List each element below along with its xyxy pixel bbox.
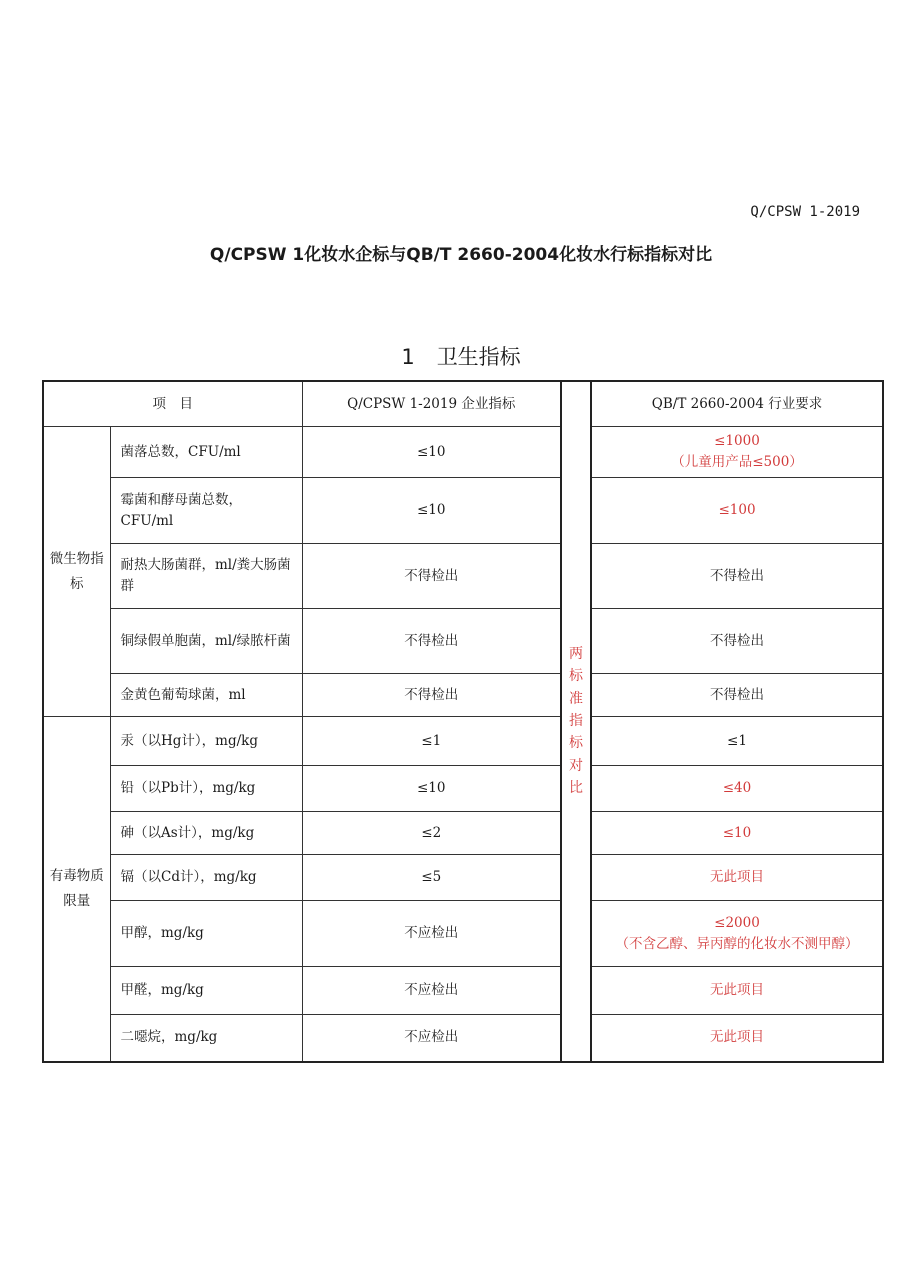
row-enterprise-value: ≤10 xyxy=(302,478,561,544)
row-enterprise-value: ≤10 xyxy=(302,427,561,478)
table-row xyxy=(43,427,883,478)
row-industry-value: ≤10 xyxy=(591,812,883,855)
row-item: 甲醛，mg/kg xyxy=(110,967,302,1015)
industry-value: ≤1000 xyxy=(714,433,760,450)
row-industry-value: 无此项目 xyxy=(591,967,883,1015)
row-item: 铜绿假单胞菌，ml/绿脓杆菌 xyxy=(110,609,302,674)
row-industry-value: 无此项目 xyxy=(591,855,883,901)
table-row xyxy=(43,674,883,717)
row-enterprise-value: 不应检出 xyxy=(302,901,561,967)
row-item: 二噁烷，mg/kg xyxy=(110,1015,302,1062)
industry-note: （儿童用产品≤500） xyxy=(671,454,803,470)
row-industry-value: ≤1 xyxy=(591,717,883,766)
category-toxic-substances: 有毒物质限量 xyxy=(43,717,110,1062)
row-industry-value: 不得检出 xyxy=(591,609,883,674)
table-row xyxy=(43,855,883,901)
divider-label: 两标准指标对比 xyxy=(569,645,583,797)
row-item: 金黄色葡萄球菌，ml xyxy=(110,674,302,717)
row-industry-value: 不得检出 xyxy=(591,674,883,717)
section-heading xyxy=(0,341,922,371)
row-industry-value: ≤100 xyxy=(591,478,883,544)
comparison-table xyxy=(42,380,884,1063)
header-enterprise: Q/CPSW 1-2019 企业指标 xyxy=(302,381,561,427)
header-item: 项 目 xyxy=(43,381,302,427)
row-item: 汞（以Hg计），mg/kg xyxy=(110,717,302,766)
industry-note: （不含乙醇、异丙醇的化妆水不测甲醇） xyxy=(615,935,859,952)
row-industry-value: ≤40 xyxy=(591,766,883,812)
table-row xyxy=(43,717,883,766)
row-enterprise-value: 不应检出 xyxy=(302,967,561,1015)
section-title: 卫生指标 xyxy=(436,345,521,369)
row-industry-value xyxy=(591,901,883,967)
row-item: 甲醇，mg/kg xyxy=(110,901,302,967)
table-row xyxy=(43,766,883,812)
row-enterprise-value: 不得检出 xyxy=(302,609,561,674)
category-microbiology: 微生物指标 xyxy=(43,427,110,717)
row-item: 菌落总数，CFU/ml xyxy=(110,427,302,478)
row-item: 镉（以Cd计），mg/kg xyxy=(110,855,302,901)
table-row xyxy=(43,478,883,544)
row-enterprise-value: ≤2 xyxy=(302,812,561,855)
row-enterprise-value: ≤10 xyxy=(302,766,561,812)
table-row xyxy=(43,812,883,855)
row-enterprise-value: ≤5 xyxy=(302,855,561,901)
industry-value: ≤2000 xyxy=(714,914,760,931)
table-row xyxy=(43,544,883,609)
header-industry: QB/T 2660-2004 行业要求 xyxy=(591,381,883,427)
table-header-row xyxy=(43,381,883,427)
table-row xyxy=(43,967,883,1015)
table-row xyxy=(43,609,883,674)
row-item: 耐热大肠菌群，ml/粪大肠菌群 xyxy=(110,544,302,609)
row-item: 砷（以As计），mg/kg xyxy=(110,812,302,855)
row-industry-value: 不得检出 xyxy=(591,544,883,609)
row-item: 铅（以Pb计），mg/kg xyxy=(110,766,302,812)
comparison-divider xyxy=(561,381,591,1062)
row-enterprise-value: 不得检出 xyxy=(302,674,561,717)
row-enterprise-value: 不应检出 xyxy=(302,1015,561,1062)
row-enterprise-value: 不得检出 xyxy=(302,544,561,609)
document-title: Q/CPSW 1化妆水企标与QB/T 2660-2004化妆水行标指标对比 xyxy=(209,245,713,265)
document-code: Q/CPSW 1-2019 xyxy=(750,204,860,220)
row-industry-value: 无此项目 xyxy=(591,1015,883,1062)
row-enterprise-value: ≤1 xyxy=(302,717,561,766)
row-item: 霉菌和酵母菌总数，CFU/ml xyxy=(110,478,302,544)
section-number: 1 xyxy=(401,345,415,369)
row-industry-value xyxy=(591,427,883,478)
table-row xyxy=(43,1015,883,1062)
table-row xyxy=(43,901,883,967)
